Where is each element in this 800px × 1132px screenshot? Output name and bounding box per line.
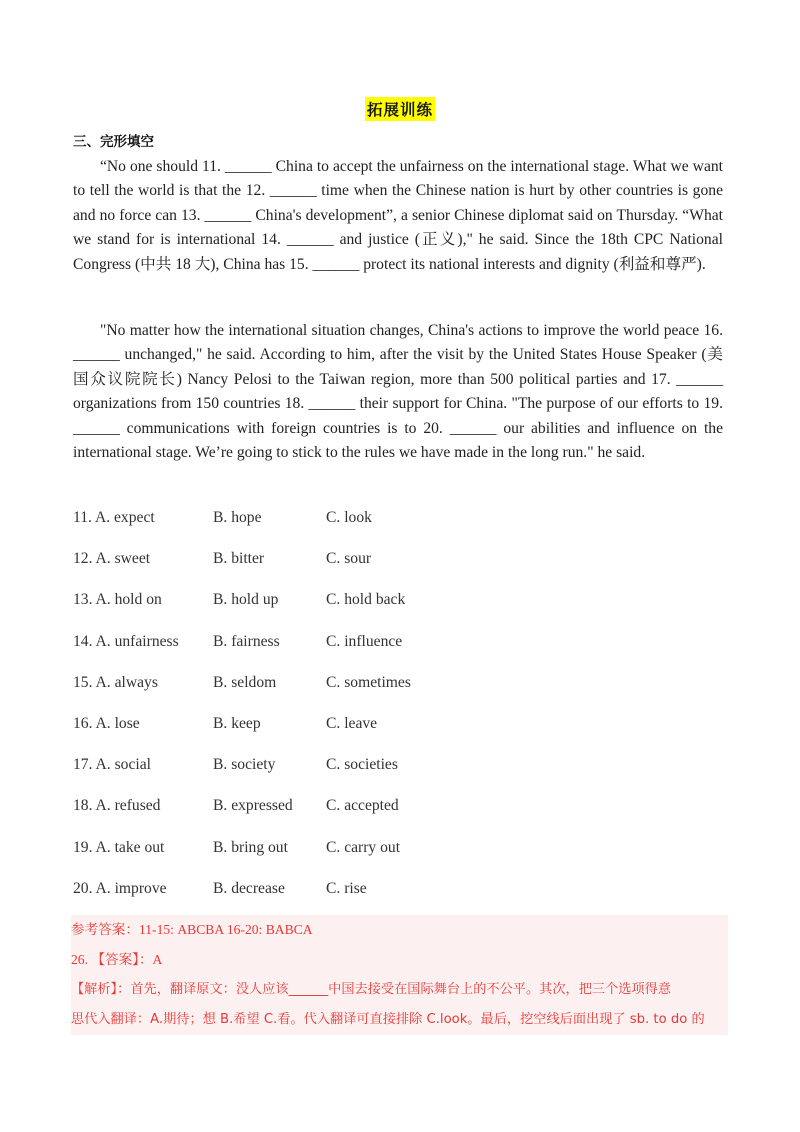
answer-item: 26. 【答案】：A bbox=[71, 952, 163, 967]
option-b: B. hope bbox=[213, 509, 262, 526]
analysis-line-1: 【解析】：首先，翻译原文：没人应该______中国去接受在国际舞台上的不公平。其次，把三个选项得意 bbox=[71, 982, 672, 997]
option-b: B. seldom bbox=[213, 673, 277, 691]
option-c: C. hold back bbox=[326, 591, 406, 609]
question-11-options bbox=[73, 509, 673, 550]
option-c: C. sometimes bbox=[326, 673, 411, 691]
option-b: B. decrease bbox=[213, 879, 285, 897]
section-heading: 三、完形填空 bbox=[73, 134, 154, 150]
answer-section bbox=[71, 915, 728, 1035]
option-c: C. carry out bbox=[326, 838, 401, 856]
page-title: 拓展训练 bbox=[365, 97, 435, 121]
option-c: C. sour bbox=[326, 550, 372, 568]
options-list bbox=[73, 509, 673, 921]
option-b: B. keep bbox=[213, 714, 261, 732]
question-12-options bbox=[73, 550, 673, 591]
question-16-options bbox=[73, 715, 673, 756]
option-a: 13. A. hold on bbox=[73, 591, 162, 609]
option-a: 20. A. improve bbox=[73, 879, 167, 897]
option-a: 16. A. lose bbox=[73, 714, 140, 732]
option-b: B. bring out bbox=[213, 838, 288, 856]
option-a: 15. A. always bbox=[73, 673, 158, 691]
option-b: B. expressed bbox=[213, 797, 293, 815]
option-b: B. bitter bbox=[213, 550, 265, 568]
option-a: 17. A. social bbox=[73, 756, 151, 774]
option-c: C. influence bbox=[326, 632, 403, 650]
option-a: 11. A. expect bbox=[73, 509, 155, 526]
option-c: C. look bbox=[326, 509, 372, 526]
option-b: B. hold up bbox=[213, 591, 279, 609]
passage-paragraph-1: “No one should 11. ______ China to accept the unfairness on the international stage. What we want to tell the world is that the 12. ______ time when the Chinese nation is hurt by other countries is gone and no force can 13. ______ China's development”, a senior Chinese diplomat said on Thursday. “What we stand for is international 14. ______ and justice (正义)," he said. Since the 18th CPC National Congress (中共 18 大), China has 15. ______ protect its national interests and dignity (利益和尊严). bbox=[73, 158, 723, 273]
option-a: 14. A. unfairness bbox=[73, 632, 179, 650]
question-18-options bbox=[73, 797, 673, 838]
title-wrap bbox=[0, 97, 800, 121]
option-a: 18. A. refused bbox=[73, 797, 161, 815]
question-17-options bbox=[73, 756, 673, 797]
option-c: C. leave bbox=[326, 714, 378, 732]
option-a: 19. A. take out bbox=[73, 838, 165, 856]
option-c: C. rise bbox=[326, 879, 367, 897]
option-a: 12. A. sweet bbox=[73, 550, 151, 568]
analysis-line-2: 思代入翻译：A.期待；想 B.希望 C.看。代入翻译可直接排除 C.look。最后，挖空线后面出现了 sb. to do 的 bbox=[71, 1012, 705, 1027]
option-c: C. societies bbox=[326, 756, 398, 774]
question-14-options bbox=[73, 633, 673, 674]
passage-paragraph-2: "No matter how the international situation changes, China's actions to improve the world peace 16. ______ unchanged," he said. According to him, after the visit by the United States House Speaker (美国众议院院长) Nancy Pelosi to the Taiwan region, more than 500 political parties and 17. ______ organizations from 150 countries 18. ______ their support for China. "The purpose of our efforts to 19. ______ communications with foreign countries is to 20. ______ our abilities and influence on the international stage. We’re going to stick to the rules we have made in the long run." he said. bbox=[73, 322, 723, 462]
question-19-options bbox=[73, 839, 673, 880]
option-b: B. society bbox=[213, 756, 276, 774]
answer-key: 参考答案：11-15: ABCBA 16-20: BABCA bbox=[71, 922, 313, 937]
option-c: C. accepted bbox=[326, 797, 399, 815]
question-15-options bbox=[73, 674, 673, 715]
question-13-options bbox=[73, 591, 673, 632]
option-b: B. fairness bbox=[213, 632, 280, 650]
